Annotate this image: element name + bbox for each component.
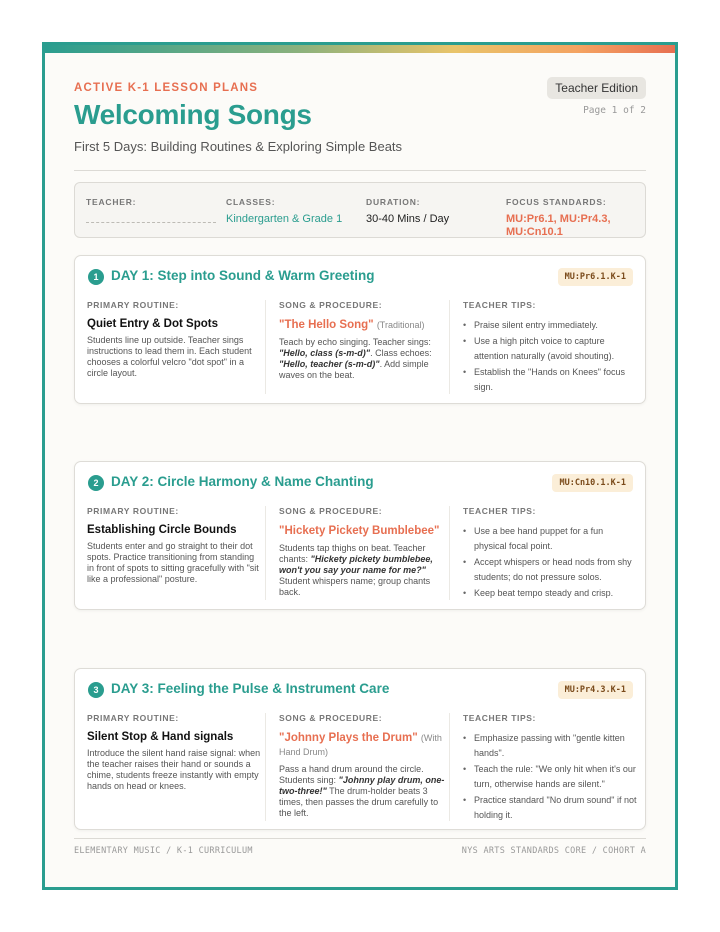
tips-list (463, 524, 637, 601)
standards-label: FOCUS STANDARDS: (506, 197, 607, 207)
procedure-text: Teach by echo singing. Teacher sings: (279, 337, 431, 347)
routine-title: Quiet Entry & Dot Spots (87, 318, 218, 330)
procedure-text: Student whispers name; group chants back. (279, 576, 431, 597)
song-title: "Hickety Pickety Bumblebee" (279, 525, 440, 537)
procedure-text: . Class echoes: (370, 348, 432, 358)
day-card (74, 461, 646, 610)
routine-title: Establishing Circle Bounds (87, 524, 237, 536)
tip-item: • Use a high pitch voice to capture attention naturally (avoid shouting). (463, 334, 637, 364)
page-indicator: Page 1 of 2 (583, 105, 646, 116)
procedure-text: Students tap thighs on beat. Teacher chants: (279, 543, 426, 564)
song-label: SONG & PROCEDURE: (279, 300, 383, 310)
song-note: (Traditional) (376, 320, 425, 330)
footer-left: ELEMENTARY MUSIC / K-1 CURRICULUM (74, 846, 253, 856)
tips-list (463, 731, 637, 823)
tip-item: • Accept whispers or head nods from shy students; do not pressure solos. (463, 555, 637, 585)
tip-item: • Practice standard "No drum sound" if not holding it. (463, 793, 637, 823)
routine-label: PRIMARY ROUTINE: (87, 300, 179, 310)
info-panel (74, 182, 646, 238)
song-column (265, 506, 449, 600)
procedure-quote: "Hickety pickety bumblebee, won't you say your name for me?" (279, 554, 433, 575)
song-procedure (279, 543, 449, 598)
routine-label: PRIMARY ROUTINE: (87, 506, 179, 516)
procedure-quote: "Johnny play drum, one-two-three!" (279, 775, 445, 796)
routine-title: Silent Stop & Hand signals (87, 731, 234, 743)
standard-badge: MU:Cn10.1.K-1 (552, 474, 633, 492)
standards-field (506, 197, 631, 239)
tip-item: • Praise silent entry immediately. (463, 318, 637, 333)
song-title: "Johnny Plays the Drum" (279, 732, 418, 744)
routine-label: PRIMARY ROUTINE: (87, 713, 179, 723)
tip-item: • Use a bee hand puppet for a fun physical focal point. (463, 524, 637, 554)
page-frame (42, 42, 678, 890)
edition-badge: Teacher Edition (547, 77, 646, 99)
song-heading (279, 524, 449, 538)
day-card (74, 255, 646, 404)
procedure-text: . Add simple waves on the beat. (279, 359, 429, 380)
standard-badge: MU:Pr4.3.K-1 (558, 681, 633, 699)
song-label: SONG & PROCEDURE: (279, 713, 383, 723)
song-column (265, 300, 449, 394)
day-card (74, 668, 646, 830)
song-column (265, 713, 449, 821)
day-number-badge: 1 (88, 269, 104, 285)
tip-item: • Teach the rule: "We only hit when it's our turn, otherwise hands are silent." (463, 762, 637, 792)
tips-label: TEACHER TIPS: (463, 506, 536, 516)
song-procedure (279, 764, 449, 819)
routine-column (87, 300, 263, 394)
routine-text: Students enter and go straight to their dot spots. Practice transitioning from standing in front of spots to sitting gracefully with "sit like a professional" posture. (87, 541, 259, 584)
song-heading (279, 731, 449, 759)
procedure-text: Pass a hand drum around the circle. Students sing: (279, 764, 424, 785)
procedure-quote: "Hello, class (s-m-d)" (279, 348, 371, 358)
day-title: DAY 3: Feeling the Pulse & Instrument Care (111, 681, 390, 696)
tips-label: TEACHER TIPS: (463, 713, 536, 723)
footer-divider (74, 838, 646, 839)
footer-right: NYS ARTS STANDARDS CORE / COHORT A (461, 846, 646, 856)
day-title: DAY 1: Step into Sound & Warm Greeting (111, 268, 375, 283)
routine-text: Students line up outside. Teacher sings instructions to lead them in. Each student chooses a colorful velcro "dot spot" in a circle layout. (87, 335, 252, 378)
classes-value: Kindergarten & Grade 1 (226, 213, 343, 225)
tip-item: • Keep beat tempo steady and crisp. (463, 586, 637, 601)
song-heading (279, 318, 449, 332)
lesson-page (74, 45, 646, 887)
teacher-field (86, 197, 216, 223)
tips-label: TEACHER TIPS: (463, 300, 536, 310)
day-number-badge: 3 (88, 682, 104, 698)
song-procedure (279, 337, 449, 381)
procedure-text: The drum-holder beats 3 times, then passes the drum carefully to the left. (279, 786, 439, 818)
classes-label: CLASSES: (226, 197, 276, 207)
page-title: Welcoming Songs (74, 99, 312, 130)
page-subtitle: First 5 Days: Building Routines & Exploring Simple Beats (74, 139, 403, 154)
teacher-value-line[interactable] (86, 207, 216, 223)
classes-field (226, 197, 342, 226)
teacher-label: TEACHER: (86, 197, 137, 207)
day-number-badge: 2 (88, 475, 104, 491)
song-label: SONG & PROCEDURE: (279, 506, 383, 516)
routine-column (87, 506, 263, 600)
tips-column (449, 713, 637, 821)
day-title: DAY 2: Circle Harmony & Name Chanting (111, 474, 374, 489)
duration-label: DURATION: (366, 197, 421, 207)
standards-value: MU:Pr6.1, MU:Pr4.3, MU:Cn10.1 (506, 213, 611, 238)
tip-item: • Establish the "Hands on Knees" focus sign. (463, 365, 637, 395)
song-title: "The Hello Song" (279, 319, 374, 331)
duration-field (366, 197, 449, 226)
duration-value: 30-40 Mins / Day (366, 213, 450, 225)
tips-list (463, 318, 637, 395)
header-divider (74, 170, 646, 171)
song-note: (With Hand Drum) (279, 733, 442, 757)
procedure-quote: "Hello, teacher (s-m-d)" (279, 359, 380, 369)
routine-text: Introduce the silent hand raise signal: when the teacher raises their hand or sounds a chime, students freeze instantly with empty hands on head or knees. (87, 748, 261, 791)
standard-badge: MU:Pr6.1.K-1 (558, 268, 633, 286)
routine-column (87, 713, 263, 821)
tips-column (449, 506, 637, 600)
eyebrow-label: ACTIVE K-1 LESSON PLANS (74, 82, 259, 94)
tips-column (449, 300, 637, 394)
tip-item: • Emphasize passing with "gentle kitten hands". (463, 731, 637, 761)
